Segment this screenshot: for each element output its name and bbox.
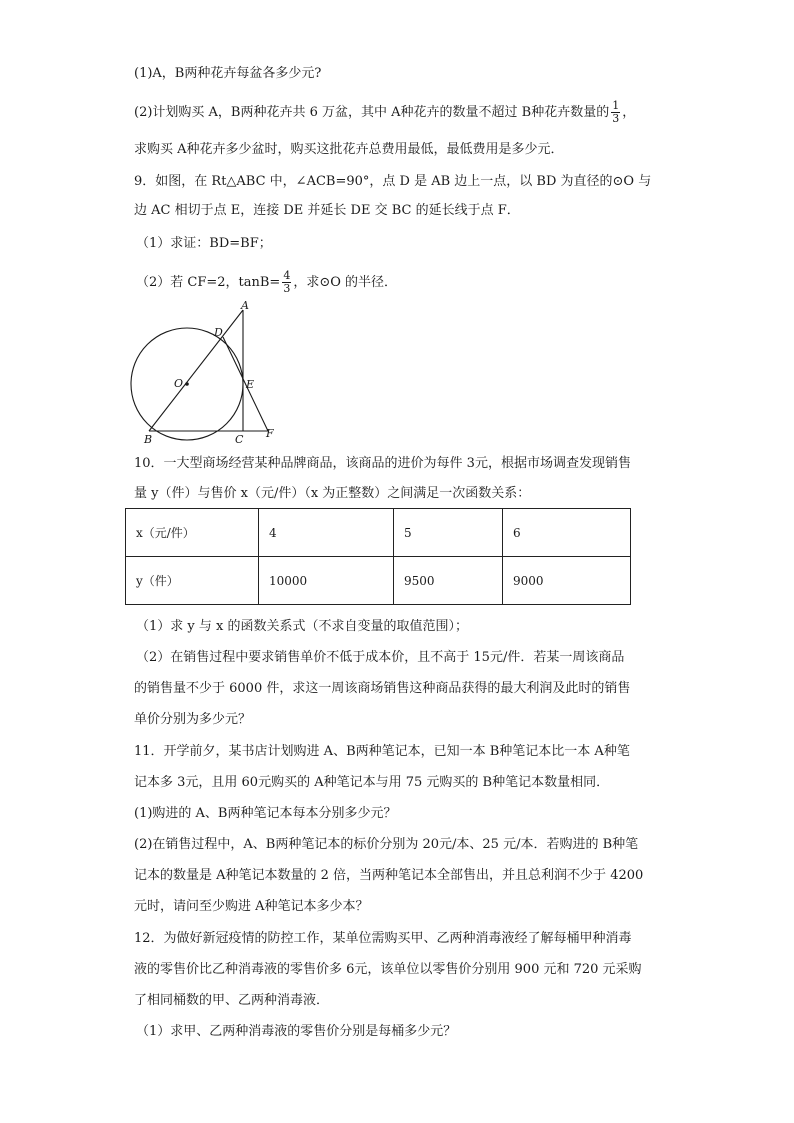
- label-f: F: [266, 427, 274, 440]
- table-cell: 6: [503, 509, 631, 557]
- q11-stem-line2: 记本多 3元，且用 60元购买的 A种笔记本与用 75 元购买的 B种笔记本数量相同．: [134, 775, 610, 790]
- q10-part2-line2: 的销售量不少于 6000 件，求这一周该商场销售这种商品获得的最大利润及此时的销售: [134, 681, 631, 696]
- label-o: O: [174, 377, 184, 390]
- table-cell-head: y（件）: [126, 557, 259, 605]
- q11-part2-line1: (2)在销售过程中，A、B两种笔记本的标价分别为 20元/本、25 元/本．若购进的 B种笔: [134, 837, 639, 852]
- table-row: [126, 509, 631, 557]
- table-cell: 9500: [394, 557, 503, 605]
- q10-part1: （1）求 y 与 x 的函数关系式（不求自变量的取值范围）；: [136, 619, 468, 634]
- q11-part2-line2: 记本的数量是 A种笔记本数量的 2 倍，当两种笔记本全部售出，并且总利润不少于 4200: [134, 868, 644, 883]
- q9-part2: （2）若 CF=2，tanB= $\frac{4}{3}$ ，求⊙O 的半径．: [136, 269, 398, 295]
- q9-part1: （1）求证：BD=BF；: [136, 236, 272, 251]
- q10-stem-line1: 10．一大型商场经营某种品牌商品，该商品的进价为每件 3元，根据市场调查发现销售: [134, 456, 631, 471]
- label-e: E: [246, 378, 255, 391]
- q10-part2-line3: 单价分别为多少元？: [134, 712, 252, 727]
- label-b: B: [144, 433, 153, 446]
- label-a: A: [241, 300, 249, 312]
- fraction-four-thirds: $\frac{4}{3}$: [283, 269, 291, 295]
- circle-triangle-figure: [125, 300, 285, 448]
- label-d: D: [214, 326, 223, 339]
- q12-stem-line2: 液的零售价比乙种消毒液的零售价多 6元，该单位以零售价分别用 900 元和 720 元采购: [134, 962, 642, 977]
- q10-part2-line1: （2）在销售过程中要求销售单价不低于成本价，且不高于 15元/件．若某一周该商品: [136, 650, 625, 665]
- q9-stem-line2: 边 AC 相切于点 E，连接 DE 并延长 DE 交 BC 的延长线于点 F．: [134, 203, 520, 218]
- q12-stem-line1: 12．为做好新冠疫情的防控工作，某单位需购买甲、乙两种消毒液经了解每桶甲种消毒: [134, 931, 632, 946]
- q12-stem-line3: 了相同桶数的甲、乙两种消毒液．: [134, 993, 330, 1008]
- table-row: [126, 557, 631, 605]
- label-c: C: [235, 433, 244, 446]
- q9-stem-line1: 9．如图，在 Rt△ABC 中，∠ACB=90°，点 D 是 AB 边上一点，以 BD 为直径的⊙O 与: [134, 174, 652, 189]
- segment-ab: [149, 310, 243, 431]
- table-cell: 10000: [259, 557, 394, 605]
- center-point-o: [185, 382, 189, 386]
- q8-part2-line1: (2)计划购买 A，B两种花卉共 6 万盆，其中 A种花卉的数量不超过 B种花卉数量的 $\frac{1}{3}$ ，: [134, 99, 636, 125]
- table-cell-head: x（元/件）: [126, 509, 259, 557]
- q8-part1: (1)A，B两种花卉每盆各多少元?: [134, 66, 322, 81]
- table-cell: 5: [394, 509, 503, 557]
- q8-part2-line2: 求购买 A种花卉多少盆时，购买这批花卉总费用最低，最低费用是多少元．: [134, 142, 564, 157]
- table-cell: 4: [259, 509, 394, 557]
- fraction-one-third: $\frac{1}{3}$: [612, 99, 620, 125]
- q12-part1: （1）求甲、乙两种消毒液的零售价分别是每桶多少元？: [136, 1024, 457, 1039]
- q11-part1: (1)购进的 A、B两种笔记本每本分别多少元？: [134, 806, 397, 821]
- q10-stem-line2: 量 y（件）与售价 x（元/件）（x 为正整数）之间满足一次函数关系：: [134, 486, 531, 501]
- q11-part2-line3: 元时，请问至少购进 A种笔记本多少本？: [134, 899, 369, 914]
- q11-stem-line1: 11．开学前夕，某书店计划购进 A、B两种笔记本，已知一本 B种笔记本比一本 A种笔: [134, 744, 630, 759]
- table-cell: 9000: [503, 557, 631, 605]
- price-sales-table: [125, 508, 631, 605]
